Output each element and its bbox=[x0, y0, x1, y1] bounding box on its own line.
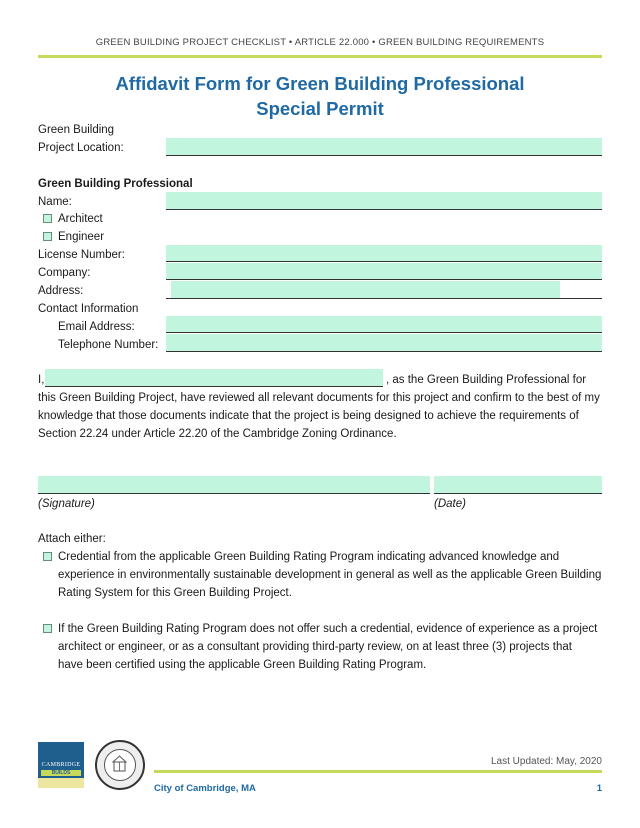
attach-heading: Attach either: bbox=[38, 533, 106, 545]
statement-line3: knowledge that those documents indicate that the project is being designed to achieve the requirements of bbox=[38, 410, 579, 422]
cambridge-builds-logo bbox=[38, 742, 84, 788]
license-label: License Number: bbox=[38, 249, 125, 261]
email-label: Email Address: bbox=[58, 321, 135, 333]
email-field[interactable] bbox=[166, 316, 602, 333]
option2-line3: have been certified using the applicable Green Building Rating Program. bbox=[58, 659, 427, 671]
project-label-line1: Green Building bbox=[38, 124, 115, 136]
option1-line2: experience in environmentally sustainable development in general as well as the applicable Green Building bbox=[58, 569, 602, 581]
signature-field[interactable] bbox=[38, 476, 430, 494]
architect-label: Architect bbox=[58, 213, 103, 225]
option2-line2: architect or engineer, or as a consultant providing third-party review, on at least three (3) projects that bbox=[58, 641, 572, 653]
statement-name-field[interactable] bbox=[45, 369, 383, 387]
statement-suffix: , as the Green Building Professional for bbox=[386, 374, 587, 386]
logo-subtext: BUILDS bbox=[41, 770, 81, 776]
company-field[interactable] bbox=[166, 263, 602, 280]
form-title-line2: Special Permit bbox=[256, 98, 384, 119]
city-seal-icon bbox=[95, 740, 145, 790]
project-label-line2: Project Location: bbox=[38, 142, 124, 154]
form-title-line1: Affidavit Form for Green Building Professional bbox=[115, 73, 525, 94]
contact-label: Contact Information bbox=[38, 303, 139, 315]
license-field[interactable] bbox=[166, 245, 602, 262]
signature-caption: (Signature) bbox=[38, 498, 95, 510]
name-label: Name: bbox=[38, 196, 72, 208]
address-underline bbox=[166, 298, 602, 299]
address-field[interactable] bbox=[171, 281, 560, 298]
header-divider bbox=[38, 55, 602, 58]
phone-field[interactable] bbox=[166, 334, 602, 352]
architect-checkbox[interactable] bbox=[43, 214, 52, 223]
statement-line4: Section 22.24 under Article 22.20 of the Cambridge Zoning Ordinance. bbox=[38, 428, 397, 440]
engineer-label: Engineer bbox=[58, 231, 105, 243]
date-field[interactable] bbox=[434, 476, 602, 494]
last-updated: Last Updated: May, 2020 bbox=[491, 756, 602, 767]
option2-line1: If the Green Building Rating Program does not offer such a credential, evidence of experience as a project bbox=[58, 623, 598, 635]
option1-line3: Rating System for this Green Building Project. bbox=[58, 587, 292, 599]
experience-checkbox[interactable] bbox=[43, 624, 52, 633]
credential-checkbox[interactable] bbox=[43, 552, 52, 561]
logo-wordmark: CAMBRIDGE bbox=[41, 762, 81, 768]
statement-prefix: I, bbox=[38, 374, 45, 386]
page-number: 1 bbox=[596, 783, 602, 794]
statement-line2: this Green Building Project, have reviewed all relevant documents for this project and confirm to the best of my bbox=[38, 392, 600, 404]
option1-line1: Credential from the applicable Green Building Rating Program indicating advanced knowledge and bbox=[58, 551, 560, 563]
company-label: Company: bbox=[38, 267, 91, 279]
date-caption: (Date) bbox=[434, 498, 466, 510]
phone-label: Telephone Number: bbox=[58, 339, 159, 351]
project-location-field[interactable] bbox=[166, 138, 602, 156]
engineer-checkbox[interactable] bbox=[43, 232, 52, 241]
professional-heading: Green Building Professional bbox=[38, 178, 193, 190]
name-field[interactable] bbox=[166, 192, 602, 210]
address-label: Address: bbox=[38, 285, 84, 297]
running-header: GREEN BUILDING PROJECT CHECKLIST • ARTICLE 22.000 • GREEN BUILDING REQUIREMENTS bbox=[95, 37, 545, 48]
footer-city: City of Cambridge, MA bbox=[154, 783, 256, 794]
footer-divider bbox=[154, 770, 602, 773]
